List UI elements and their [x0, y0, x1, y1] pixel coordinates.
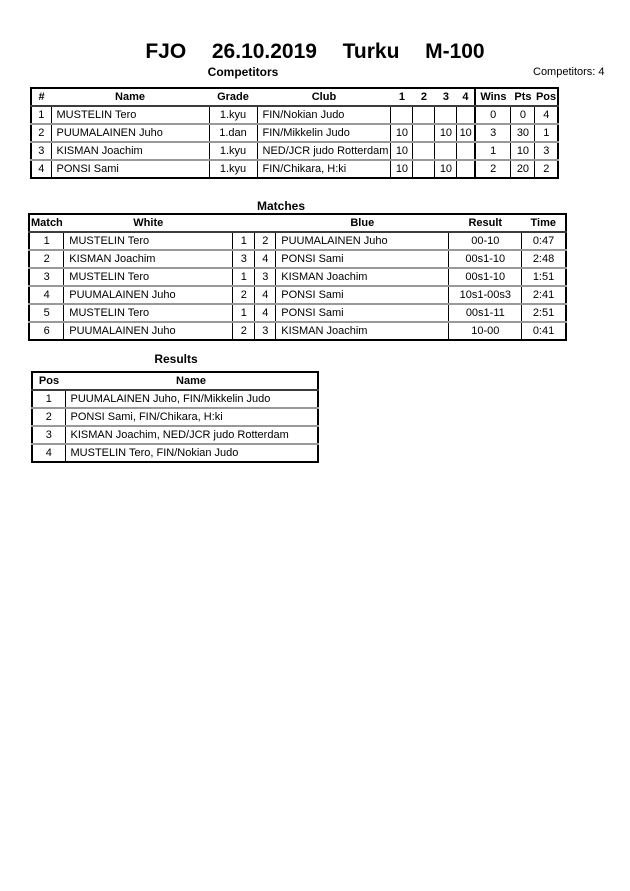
cell-wins: 3	[475, 124, 511, 142]
cell-white-number: 1	[233, 232, 255, 250]
cell-name: KISMAN Joachim	[51, 142, 209, 160]
col-header-wins: Wins	[475, 88, 511, 106]
cell-wins: 1	[475, 142, 511, 160]
cell-number: 3	[31, 142, 51, 160]
cell-blue-number: 4	[255, 250, 276, 268]
cell-result: 10s1-00s3	[449, 286, 522, 304]
cell-grade: 1.kyu	[209, 142, 257, 160]
cell-result: 00s1-11	[449, 304, 522, 322]
cell-grade: 1.kyu	[209, 106, 257, 124]
col-header-grade: Grade	[209, 88, 257, 106]
result-row	[32, 426, 318, 444]
matches-table	[28, 213, 567, 341]
col-header-name: Name	[51, 88, 209, 106]
cell-result: 00s1-10	[449, 268, 522, 286]
cell-name: PONSI Sami	[51, 160, 209, 178]
cell-match-number: 5	[29, 304, 64, 322]
col-header-pts: Pts	[511, 88, 535, 106]
competitors-count-label: Competitors: 4	[533, 66, 605, 78]
cell-match-number: 6	[29, 322, 64, 340]
cell-score-1: 10	[391, 160, 413, 178]
cell-score-3: 10	[435, 160, 457, 178]
col-header-club: Club	[257, 88, 391, 106]
match-row	[29, 304, 566, 322]
cell-pos: 2	[32, 408, 65, 426]
cell-wins: 0	[475, 106, 511, 124]
cell-pts: 0	[511, 106, 535, 124]
cell-time: 2:48	[522, 250, 566, 268]
col-header-time: Time	[522, 214, 566, 232]
col-header-white-number	[233, 214, 255, 232]
cell-white-name: PUUMALAINEN Juho	[64, 286, 233, 304]
col-header-pos: Pos	[32, 372, 65, 390]
cell-white-name: MUSTELIN Tero	[64, 268, 233, 286]
competitor-row	[31, 106, 558, 124]
match-row	[29, 322, 566, 340]
cell-pos: 1	[535, 124, 558, 142]
cell-number: 2	[31, 124, 51, 142]
cell-pts: 20	[511, 160, 535, 178]
col-header-result: Result	[449, 214, 522, 232]
cell-match-number: 4	[29, 286, 64, 304]
cell-score-1	[391, 106, 413, 124]
competitors-header-row	[31, 88, 558, 106]
cell-blue-name: KISMAN Joachim	[276, 268, 449, 286]
col-header-opponent-1: 1	[391, 88, 413, 106]
cell-score-4	[457, 160, 475, 178]
competitor-row	[31, 160, 558, 178]
cell-name: MUSTELIN Tero, FIN/Nokian Judo	[70, 447, 239, 459]
cell-blue-name: PONSI Sami	[276, 304, 449, 322]
cell-result: 00-10	[449, 232, 522, 250]
cell-match-number: 3	[29, 268, 64, 286]
cell-score-1: 10	[391, 124, 413, 142]
page-title: FJO 26.10.2019 Turku M-100	[145, 40, 485, 63]
col-header-blue: Blue	[276, 214, 449, 232]
cell-blue-number: 3	[255, 322, 276, 340]
results-table	[31, 371, 319, 463]
cell-time: 0:47	[522, 232, 566, 250]
cell-blue-number: 4	[255, 286, 276, 304]
cell-score-4: 10	[457, 124, 475, 142]
competitor-row	[31, 124, 558, 142]
cell-score-1: 10	[391, 142, 413, 160]
cell-match-number: 1	[29, 232, 64, 250]
col-header-blue-number	[255, 214, 276, 232]
cell-pos: 4	[535, 106, 558, 124]
results-header-row	[32, 372, 318, 390]
result-row	[32, 444, 318, 462]
cell-name: KISMAN Joachim, NED/JCR judo Rotterdam	[65, 426, 318, 444]
cell-name: MUSTELIN Tero	[51, 106, 209, 124]
cell-time: 2:51	[522, 304, 566, 322]
cell-white-name: MUSTELIN Tero	[64, 232, 233, 250]
cell-white-name: MUSTELIN Tero	[64, 304, 233, 322]
cell-time: 0:41	[532, 325, 555, 337]
cell-score-2	[413, 142, 435, 160]
cell-score-2	[413, 124, 435, 142]
cell-score-2	[413, 106, 435, 124]
cell-blue-number: 4	[255, 304, 276, 322]
col-header-pos: Pos	[535, 88, 558, 106]
col-header-white: White	[64, 214, 233, 232]
cell-pos: 3	[32, 426, 65, 444]
cell-wins: 2	[475, 160, 511, 178]
competitors-section-title: Competitors	[207, 65, 279, 79]
cell-grade: 1.kyu	[209, 160, 257, 178]
cell-blue-number: 2	[255, 232, 276, 250]
cell-score-4	[457, 106, 475, 124]
result-row	[32, 390, 318, 408]
cell-number: 4	[31, 160, 51, 178]
cell-pts: 10	[511, 142, 535, 160]
cell-match-number: 2	[29, 250, 64, 268]
col-header-number: #	[31, 88, 51, 106]
cell-club: FIN/Mikkelin Judo	[257, 124, 391, 142]
matches-header-row	[29, 214, 566, 232]
cell-score-2	[413, 160, 435, 178]
col-header-match: Match	[29, 214, 64, 232]
col-header-opponent-4: 4	[457, 88, 475, 106]
cell-pts: 30	[511, 124, 535, 142]
cell-blue-name: PONSI Sami	[276, 250, 449, 268]
cell-time: 1:51	[522, 268, 566, 286]
cell-club: NED/JCR judo Rotterdam	[257, 142, 391, 160]
cell-white-name: PUUMALAINEN Juho	[64, 322, 233, 340]
col-header-name: Name	[65, 372, 318, 390]
cell-white-number: 1	[233, 304, 255, 322]
cell-blue-name: PONSI Sami	[276, 286, 449, 304]
cell-white-number: 1	[233, 268, 255, 286]
cell-score-3: 10	[435, 124, 457, 142]
result-row	[32, 408, 318, 426]
cell-name: PUUMALAINEN Juho	[51, 124, 209, 142]
match-row	[29, 250, 566, 268]
cell-time: 2:41	[522, 286, 566, 304]
cell-blue-number: 3	[255, 268, 276, 286]
cell-result: 10-00	[449, 322, 522, 340]
cell-number: 1	[31, 106, 51, 124]
cell-club: FIN/Chikara, H:ki	[257, 160, 391, 178]
cell-pos: 4	[32, 444, 65, 462]
cell-pos: 3	[535, 142, 558, 160]
cell-name: PUUMALAINEN Juho, FIN/Mikkelin Judo	[65, 390, 318, 408]
results-section-title: Results	[154, 352, 198, 366]
cell-white-number: 3	[233, 250, 255, 268]
match-row	[29, 286, 566, 304]
col-header-opponent-2: 2	[413, 88, 435, 106]
cell-result: 00s1-10	[449, 250, 522, 268]
cell-blue-name: KISMAN Joachim	[276, 322, 449, 340]
cell-white-number: 2	[233, 322, 255, 340]
match-row	[29, 268, 566, 286]
cell-pos: 1	[32, 390, 65, 408]
competitors-table	[30, 87, 559, 179]
col-header-opponent-3: 3	[435, 88, 457, 106]
match-row	[29, 232, 566, 250]
matches-section-title: Matches	[256, 199, 306, 213]
cell-score-4	[457, 142, 475, 160]
competitor-row	[31, 142, 558, 160]
cell-score-3	[435, 106, 457, 124]
cell-white-number: 2	[233, 286, 255, 304]
cell-club: FIN/Nokian Judo	[257, 106, 391, 124]
cell-name: PONSI Sami, FIN/Chikara, H:ki	[65, 408, 318, 426]
cell-pos: 2	[543, 163, 550, 175]
cell-grade: 1.dan	[209, 124, 257, 142]
cell-score-3	[435, 142, 457, 160]
cell-blue-name: PUUMALAINEN Juho	[276, 232, 449, 250]
cell-white-name: KISMAN Joachim	[64, 250, 233, 268]
